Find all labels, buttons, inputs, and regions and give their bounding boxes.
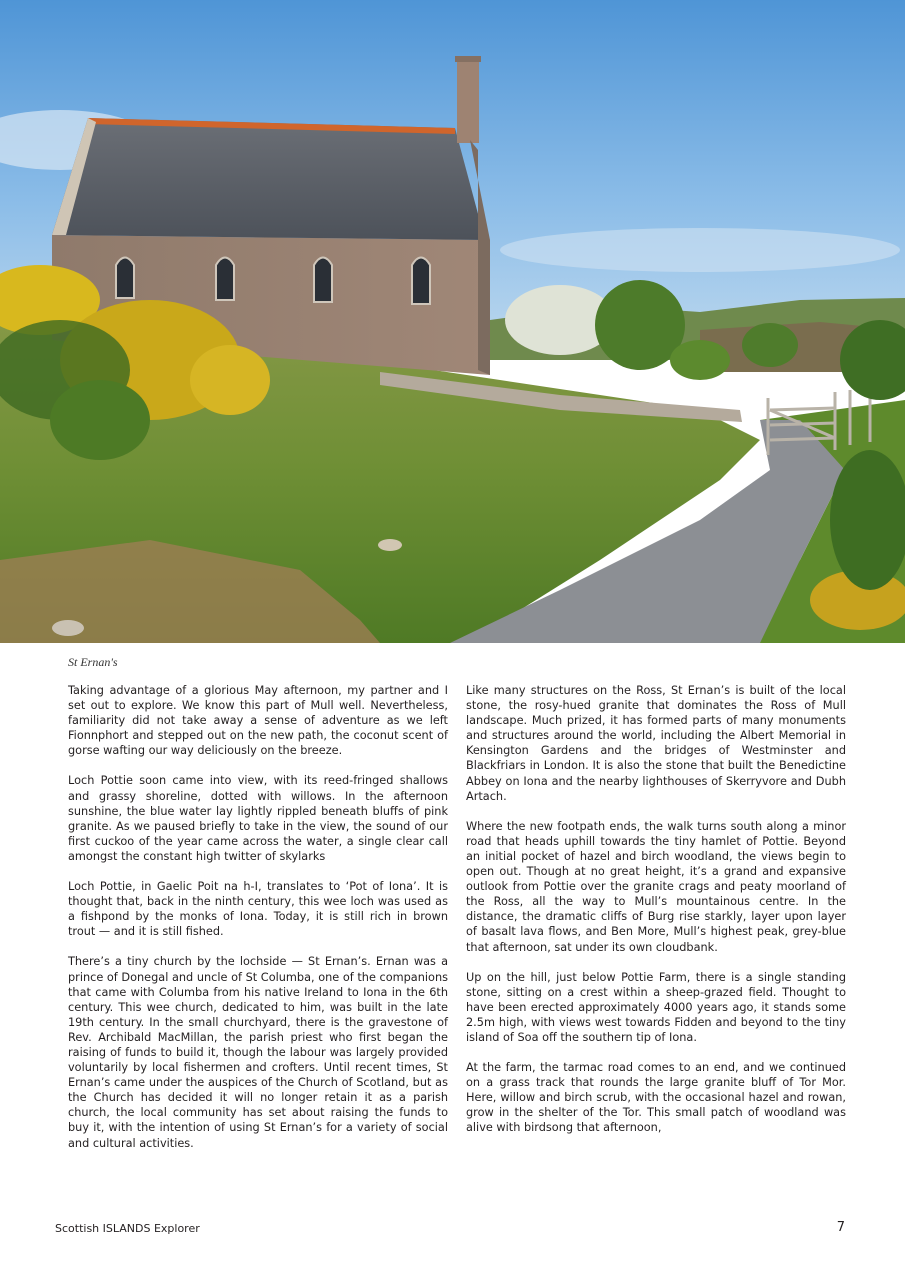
- photo-caption: St Ernan's: [68, 655, 118, 669]
- article-paragraph: Like many structures on the Ross, St Ernan’s is built of the local stone, the rosy-hued granite that dominates the Ross of Mull landscape. Much prized, it has formed parts of many monuments and structures around the world, including the Albert Memorial in Kensington Gardens and the bridges of Westminster and Blackfriars in London. It is also the stone that built the Benedictine Abbey on Iona and the nearby lighthouses of Skerryvore and Dubh Artach.: [466, 684, 846, 803]
- article-paragraph: At the farm, the tarmac road comes to an end, and we continued on a grass track that rounds the large granite bluff of Tor Mor. Here, willow and birch scrub, with the occasional hazel and rowan, grow in the shelter of the Tor. This small patch of woodland was alive with birdsong that afternoon,: [466, 1061, 846, 1135]
- article-left-column: [68, 683, 448, 1166]
- article-right-column: [466, 683, 846, 1151]
- article-paragraph: Where the new footpath ends, the walk turns south along a minor road that heads uphill towards the tiny hamlet of Pottie. Beyond an initial pocket of hazel and birch woodland, the views begin to open out. Though at no great height, it’s a grand and expansive outlook from Pottie over the granite crags and peaty moorland of the Ross, all the way to Mull’s mountainous centre. In the distance, the dramatic cliffs of Burg rise starkly, layer upon layer of basalt lava flows, and Ben More, Mull’s highest peak, grey-blue that afternoon, sat under its own cloudbank.: [466, 819, 846, 954]
- page-number: 7: [836, 1220, 845, 1235]
- article-paragraph: There’s a tiny church by the lochside — St Ernan’s. Ernan was a prince of Donegal and uncle of St Columba, one of the companions that came with Columba from his native Ireland to Iona in the 6th century. This wee church, dedicated to him, was built in the late 19th century. In the small churchyard, there is the gravestone of Rev. Archibald MacMillan, the parish priest who first began the raising of funds to build it, though the labour was largely provided voluntarily by local fishermen and crofters. Until recent times, St Ernan’s came under the auspices of the Church of Scotland, but as the Church has decided it will no longer retain it as a parish church, the local community has set about raising the funds to buy it, with the intention of using St Ernan’s for a variety of social and cultural activities.: [68, 955, 448, 1150]
- article-paragraph: Up on the hill, just below Pottie Farm, there is a single standing stone, sitting on a crest within a sheep-grazed field. Thought to have been erected approximately 4000 years ago, it stands some 2.5m high, with views west towards Fidden and beyond to the tiny island of Soa off the southern tip of Iona.: [466, 970, 846, 1044]
- article-paragraph: Taking advantage of a glorious May afternoon, my partner and I set out to explore. We know this part of Mull well. Nevertheless, familiarity did not take away a sense of adventure as we left Fionnphort and stepped out on the new path, the coconut scent of gorse wafting our way deliciously on the breeze.: [68, 684, 448, 758]
- article-paragraph: Loch Pottie, in Gaelic Poit na h-I, translates to ‘Pot of Iona’. It is thought that, back in the ninth century, this wee loch was used as a fishpond by the monks of Iona. Today, it is still rich in brown trout — and it is still fished.: [68, 880, 448, 939]
- article-paragraph: Loch Pottie soon came into view, with its reed-fringed shallows and grassy shoreline, dotted with willows. In the afternoon sunshine, the blue water lay lightly rippled beneath bluffs of pink granite. As we paused briefly to take in the view, the sound of our first cuckoo of the year came across the water, a single clear call amongst the constant high twitter of skylarks: [68, 774, 448, 863]
- publication-title: Scottish ISLANDS Explorer: [55, 1222, 200, 1235]
